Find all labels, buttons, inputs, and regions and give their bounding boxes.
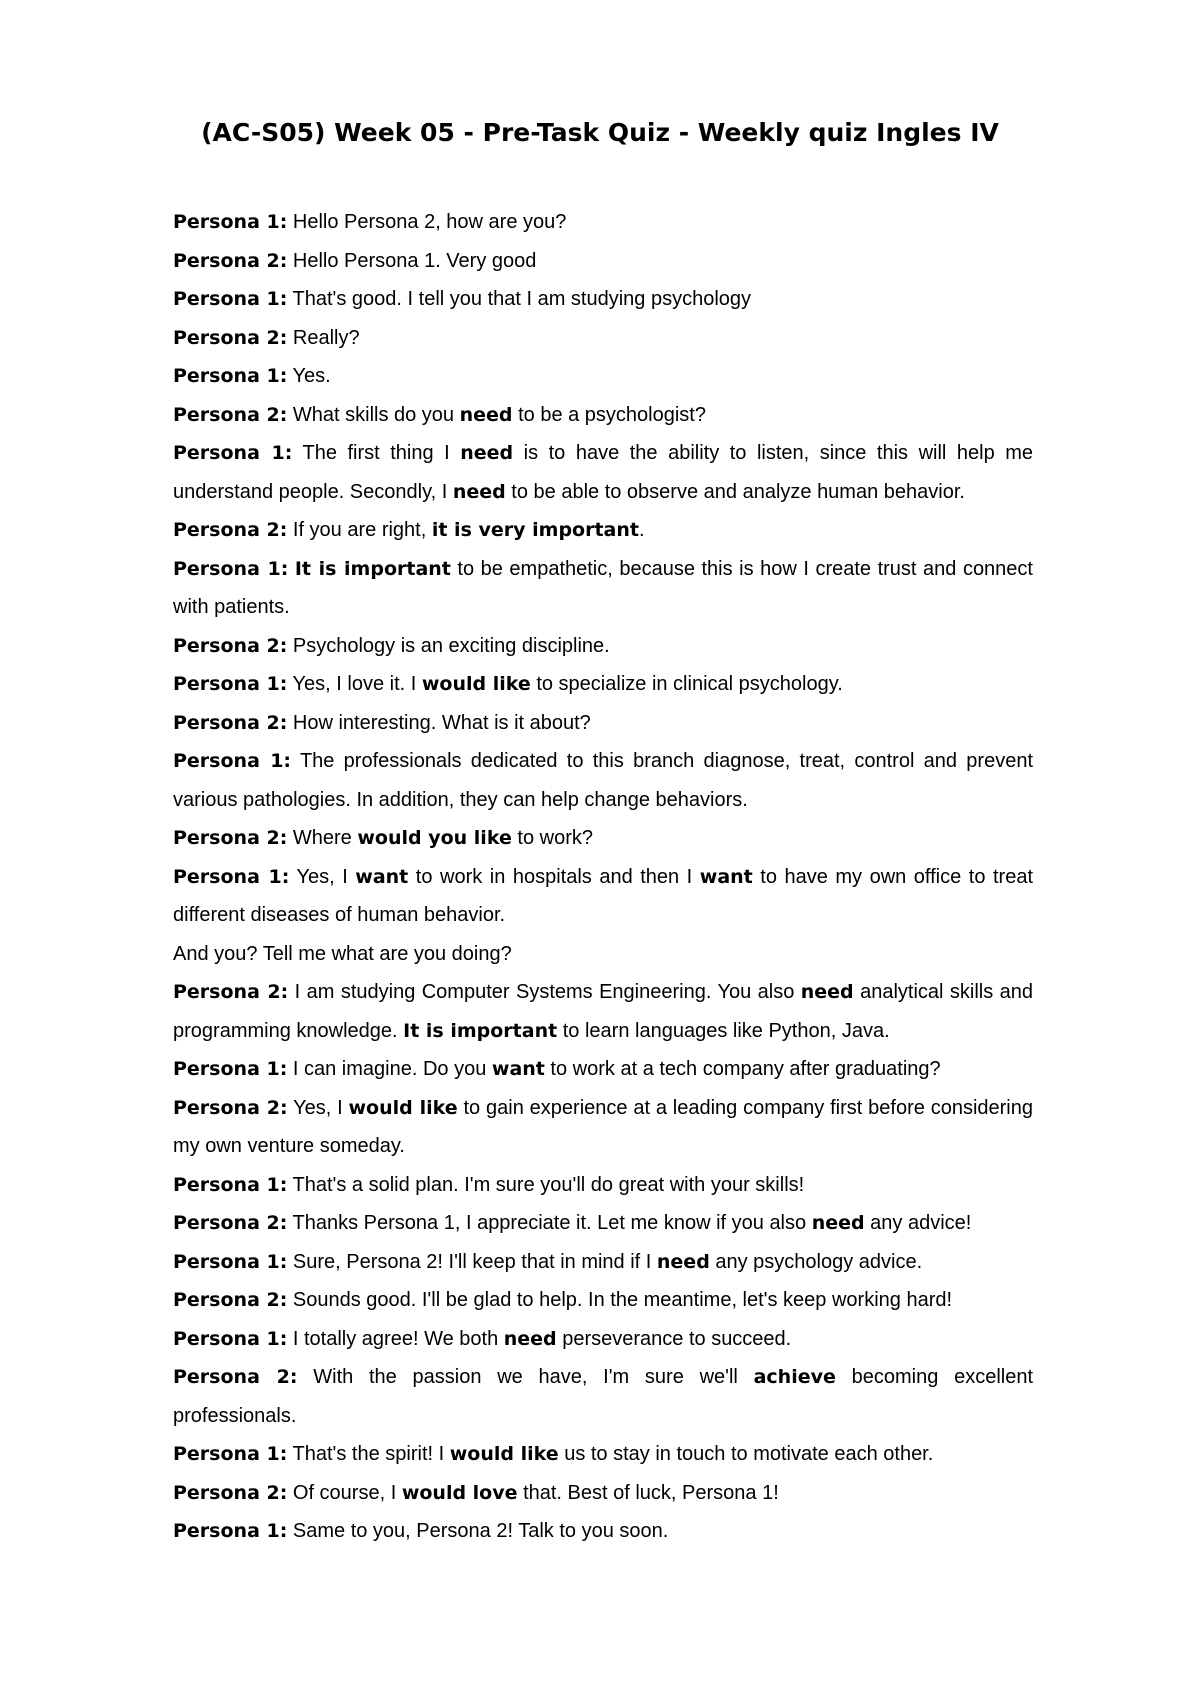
dialogue-line <box>173 935 1033 974</box>
line-text: any psychology advice. <box>709 1250 923 1273</box>
line-text: Really? <box>287 326 360 349</box>
emphasized-phrase: would like <box>449 1443 559 1465</box>
dialogue-line <box>173 511 1033 550</box>
emphasized-phrase: It is important <box>403 1019 558 1042</box>
speaker-label: Persona 1: <box>173 442 293 464</box>
speaker-label: Persona 1: <box>173 750 292 772</box>
dialogue-line <box>173 742 1033 819</box>
emphasized-phrase: it is very important <box>431 519 639 541</box>
speaker-label: Persona 2: <box>173 1096 288 1119</box>
emphasized-phrase: need <box>800 981 854 1003</box>
dialogue-line <box>173 1435 1033 1474</box>
dialogue-line <box>173 665 1033 704</box>
speaker-label: Persona 1: <box>173 1250 288 1273</box>
emphasized-phrase: want <box>491 1058 545 1080</box>
line-text: to be able to observe and analyze human behavior. <box>505 480 965 503</box>
dialogue-line <box>173 858 1033 935</box>
dialogue-line <box>173 1089 1033 1166</box>
line-text: . <box>638 519 645 541</box>
speaker-label: Persona 2: <box>173 249 288 272</box>
speaker-label: Persona 2: <box>173 1481 288 1504</box>
emphasized-phrase: need <box>459 403 513 426</box>
line-text: to learn languages like Python, Java. <box>557 1019 890 1042</box>
emphasized-phrase: need <box>811 1212 865 1234</box>
emphasized-phrase: would love <box>401 1481 518 1504</box>
speaker-label: Persona 1: <box>173 557 289 580</box>
line-text: That's the spirit! I <box>287 1443 450 1465</box>
line-text: becoming excellent professionals. <box>173 1366 1034 1427</box>
dialogue-line <box>173 704 1033 743</box>
speaker-label: Persona 2: <box>173 1212 288 1234</box>
emphasized-phrase: want <box>355 865 409 888</box>
line-text: If you are right, <box>287 519 432 541</box>
dialogue-body <box>173 203 1033 1551</box>
line-text: That's a solid plan. I'm sure you'll do great with your skills! <box>287 1173 805 1196</box>
speaker-label: Persona 2: <box>173 519 288 541</box>
line-text: to work at a tech company after graduating? <box>544 1058 941 1080</box>
emphasized-phrase: need <box>460 442 514 464</box>
line-text: any advice! <box>864 1212 972 1234</box>
line-text: I totally agree! We both <box>287 1327 504 1350</box>
dialogue-line <box>173 1166 1033 1205</box>
speaker-label: Persona 1: <box>173 365 288 387</box>
emphasized-phrase: achieve <box>753 1366 836 1388</box>
line-text: to work? <box>511 827 593 849</box>
dialogue-line <box>173 357 1033 396</box>
emphasized-phrase: need <box>656 1250 710 1273</box>
dialogue-line <box>173 242 1033 281</box>
line-text: With the passion we have, I'm sure we'll <box>297 1366 754 1388</box>
line-text: The first thing I <box>292 442 461 464</box>
dialogue-line <box>173 203 1033 242</box>
line-text: Yes, I love it. I <box>287 673 422 695</box>
line-text: The professionals dedicated to this branch diagnose, treat, control and prevent various pathologies. In addition, they can help change behaviors. <box>173 750 1034 811</box>
speaker-label: Persona 2: <box>173 403 288 426</box>
speaker-label: Persona 1: <box>173 288 288 310</box>
speaker-label: Persona 1: <box>173 1173 288 1196</box>
line-text: to work in hospitals and then I <box>408 865 700 888</box>
speaker-label: Persona 1: <box>173 1327 288 1350</box>
speaker-label: Persona 2: <box>173 1366 298 1388</box>
speaker-label: Persona 2: <box>173 326 288 349</box>
speaker-label: Persona 2: <box>173 827 288 849</box>
line-text: That's good. I tell you that I am studying psychology <box>287 288 752 310</box>
speaker-label: Persona 1: <box>173 673 288 695</box>
dialogue-line <box>173 819 1033 858</box>
dialogue-line <box>173 1358 1033 1435</box>
line-text: Where <box>287 827 358 849</box>
line-text: us to stay in touch to motivate each other. <box>558 1443 934 1465</box>
emphasized-phrase: want <box>699 865 753 888</box>
line-text: to be empathetic, because this is how I create trust and connect with patients. <box>173 557 1033 618</box>
dialogue-line <box>173 973 1033 1050</box>
dialogue-line <box>173 319 1033 358</box>
speaker-label: Persona 1: <box>173 1058 288 1080</box>
line-text: is to have the ability to listen, since this will help me understand people. Secondly, I <box>173 442 1034 503</box>
line-text: Hello Persona 2, how are you? <box>287 211 567 233</box>
dialogue-line <box>173 1474 1033 1513</box>
line-text: Thanks Persona 1, I appreciate it. Let me know if you also <box>287 1212 812 1234</box>
line-text: that. Best of luck, Persona 1! <box>517 1481 779 1504</box>
line-text: Yes, I <box>289 865 356 888</box>
line-text: Sure, Persona 2! I'll keep that in mind if I <box>287 1250 657 1273</box>
line-text: And you? Tell me what are you doing? <box>173 942 512 965</box>
dialogue-line <box>173 1204 1033 1243</box>
line-text: perseverance to succeed. <box>556 1327 792 1350</box>
speaker-label: Persona 1: <box>173 1443 288 1465</box>
emphasized-phrase: would like <box>348 1096 458 1119</box>
dialogue-line <box>173 1320 1033 1359</box>
dialogue-line <box>173 280 1033 319</box>
speaker-label: Persona 1: <box>173 1520 288 1542</box>
speaker-label: Persona 2: <box>173 1289 288 1311</box>
line-text: to specialize in clinical psychology. <box>530 673 843 695</box>
line-text: Hello Persona 1. Very good <box>287 249 537 272</box>
line-text: Yes. <box>287 365 331 387</box>
line-text: Same to you, Persona 2! Talk to you soon. <box>287 1520 669 1542</box>
line-text: Of course, I <box>287 1481 402 1504</box>
line-text: Psychology is an exciting discipline. <box>287 634 610 657</box>
line-text: I can imagine. Do you <box>287 1058 492 1080</box>
dialogue-line <box>173 550 1033 627</box>
speaker-label: Persona 1: <box>173 211 288 233</box>
speaker-label: Persona 1: <box>173 865 290 888</box>
line-text: Sounds good. I'll be glad to help. In the meantime, let's keep working hard! <box>287 1289 953 1311</box>
dialogue-line <box>173 1050 1033 1089</box>
line-text: analytical skills and programming knowledge. <box>173 981 1034 1042</box>
dialogue-line <box>173 434 1033 511</box>
emphasized-phrase: need <box>503 1327 557 1350</box>
document-title: (AC-S05) Week 05 - Pre-Task Quiz - Weekly quiz Ingles IV <box>201 118 999 147</box>
line-text: to gain experience at a leading company first before considering my own venture someday. <box>173 1096 1033 1157</box>
emphasized-phrase: It is important <box>294 557 451 580</box>
line-text: I am studying Computer Systems Engineering. You also <box>288 981 801 1003</box>
line-text: How interesting. What is it about? <box>287 711 591 734</box>
speaker-label: Persona 2: <box>173 634 288 657</box>
emphasized-phrase: would you like <box>357 827 512 849</box>
dialogue-line <box>173 396 1033 435</box>
dialogue-line <box>173 1243 1033 1282</box>
speaker-label: Persona 2: <box>173 981 289 1003</box>
speaker-label: Persona 2: <box>173 711 288 734</box>
dialogue-line <box>173 1512 1033 1551</box>
emphasized-phrase: need <box>452 480 506 503</box>
line-text: Yes, I <box>287 1096 349 1119</box>
line-text: What skills do you <box>287 403 460 426</box>
emphasized-phrase: would like <box>421 673 531 695</box>
dialogue-line <box>173 1281 1033 1320</box>
line-text: to be a psychologist? <box>512 403 706 426</box>
dialogue-line <box>173 627 1033 666</box>
line-text: to have my own office to treat different diseases of human behavior. <box>173 865 1033 926</box>
